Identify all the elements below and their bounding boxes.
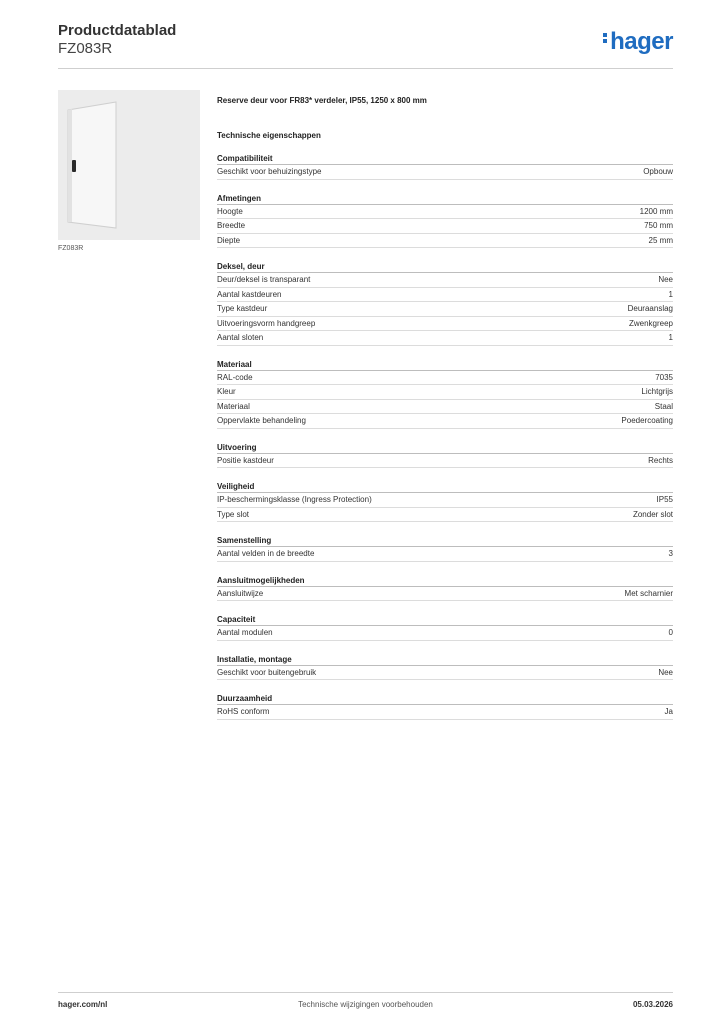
section-title: Veiligheid	[217, 480, 673, 493]
spec-value: Met scharnier	[624, 588, 673, 598]
product-details	[217, 96, 673, 720]
spec-value: Ja	[664, 707, 673, 716]
spec-section	[217, 152, 673, 180]
section-title: Capaciteit	[217, 613, 673, 626]
spec-value: 1	[668, 289, 673, 299]
spec-section	[217, 480, 673, 522]
technical-properties-heading: Technische eigenschappen	[217, 131, 321, 140]
spec-row	[217, 165, 673, 180]
section-title: Duurzaamheid	[217, 692, 673, 705]
footer-date: 05.03.2026	[632, 1000, 673, 1009]
spec-label: Aantal kastdeuren	[217, 289, 282, 299]
section-title: Deksel, deur	[217, 260, 673, 273]
spec-section	[217, 692, 673, 720]
page-footer	[58, 992, 673, 1009]
spec-value: 25 mm	[648, 235, 673, 245]
section-title: Aansluitmogelijkheden	[217, 574, 673, 587]
spec-row	[217, 493, 673, 508]
spec-label: RoHS conform	[217, 707, 270, 716]
spec-value: Poedercoating	[621, 416, 673, 425]
spec-value: 0	[668, 628, 673, 637]
spec-row	[217, 547, 673, 562]
spec-label: Breedte	[217, 221, 246, 230]
footer-disclaimer: Technische wijzigingen voorbehouden	[298, 1000, 433, 1009]
spec-label: Oppervlakte behandeling	[217, 416, 306, 425]
section-title: Installatie, montage	[217, 653, 673, 666]
spec-section	[217, 260, 673, 346]
spec-label: Type slot	[217, 509, 250, 519]
spec-row	[217, 705, 673, 720]
spec-label: Type kastdeur	[217, 304, 268, 313]
logo-dots-icon	[603, 31, 608, 45]
spec-row	[217, 400, 673, 415]
spec-label: IP-beschermingsklasse (Ingress Protection)	[217, 495, 372, 504]
spec-label: Kleur	[217, 387, 236, 396]
spec-label: Materiaal	[217, 401, 250, 411]
spec-section	[217, 358, 673, 429]
section-title: Uitvoering	[217, 441, 673, 454]
spec-value: Opbouw	[643, 167, 673, 176]
spec-label: Deur/deksel is transparant	[217, 275, 311, 284]
spec-row	[217, 385, 673, 400]
spec-value: 1	[668, 333, 673, 342]
spec-row	[217, 587, 673, 602]
spec-label: Aantal sloten	[217, 333, 264, 342]
spec-row	[217, 234, 673, 249]
document-title: Productdatablad	[58, 22, 177, 39]
spec-section	[217, 192, 673, 249]
spec-row	[217, 302, 673, 317]
spec-value: Rechts	[648, 455, 673, 465]
spec-value: Nee	[658, 667, 673, 677]
spec-value: 750 mm	[644, 221, 673, 230]
section-title: Materiaal	[217, 358, 673, 371]
spec-label: RAL-code	[217, 372, 253, 382]
spec-value: 1200 mm	[639, 206, 673, 216]
spec-row	[217, 508, 673, 523]
logo-text: hager	[610, 28, 673, 55]
footer-website[interactable]: hager.com/nl	[58, 1000, 108, 1009]
spec-row	[217, 371, 673, 386]
section-title: Samenstelling	[217, 534, 673, 547]
spec-row	[217, 414, 673, 429]
spec-row	[217, 205, 673, 220]
spec-label: Uitvoeringsvorm handgreep	[217, 318, 316, 328]
spec-label: Hoogte	[217, 206, 243, 216]
spec-value: Nee	[658, 275, 673, 284]
spec-value: Staal	[654, 401, 673, 411]
page-header	[58, 22, 673, 70]
hager-logo	[603, 28, 673, 56]
spec-value: Deuraanslag	[627, 304, 673, 313]
door-illustration-icon	[64, 100, 120, 230]
header-divider	[58, 68, 673, 69]
spec-row	[217, 273, 673, 288]
spec-value: Zonder slot	[632, 509, 673, 519]
spec-value: 7035	[655, 372, 673, 382]
spec-row	[217, 454, 673, 469]
spec-label: Aansluitwijze	[217, 588, 264, 598]
spec-sections	[217, 152, 673, 720]
spec-label: Aantal modulen	[217, 628, 273, 637]
image-caption: FZ083R	[58, 245, 84, 252]
spec-label: Geschikt voor behuizingstype	[217, 167, 322, 176]
spec-row	[217, 666, 673, 681]
spec-section	[217, 534, 673, 562]
product-title: Reserve deur voor FR83* verdeler, IP55, 1250 x 800 mm	[217, 96, 427, 105]
spec-section	[217, 653, 673, 681]
section-title: Afmetingen	[217, 192, 673, 205]
product-image	[58, 90, 200, 240]
spec-label: Diepte	[217, 235, 241, 245]
section-title: Compatibiliteit	[217, 152, 673, 165]
spec-row	[217, 626, 673, 641]
spec-value: Lichtgrijs	[641, 387, 673, 396]
spec-value: Zwenkgreep	[628, 318, 673, 328]
spec-row	[217, 219, 673, 234]
spec-label: Positie kastdeur	[217, 455, 274, 465]
spec-row	[217, 317, 673, 332]
spec-label: Aantal velden in de breedte	[217, 549, 315, 558]
spec-label: Geschikt voor buitengebruik	[217, 667, 317, 677]
spec-value: 3	[668, 549, 673, 558]
spec-row	[217, 331, 673, 346]
product-code: FZ083R	[58, 40, 113, 57]
spec-section	[217, 441, 673, 469]
spec-section	[217, 574, 673, 602]
spec-section	[217, 613, 673, 641]
spec-row	[217, 288, 673, 303]
spec-value: IP55	[656, 495, 673, 504]
